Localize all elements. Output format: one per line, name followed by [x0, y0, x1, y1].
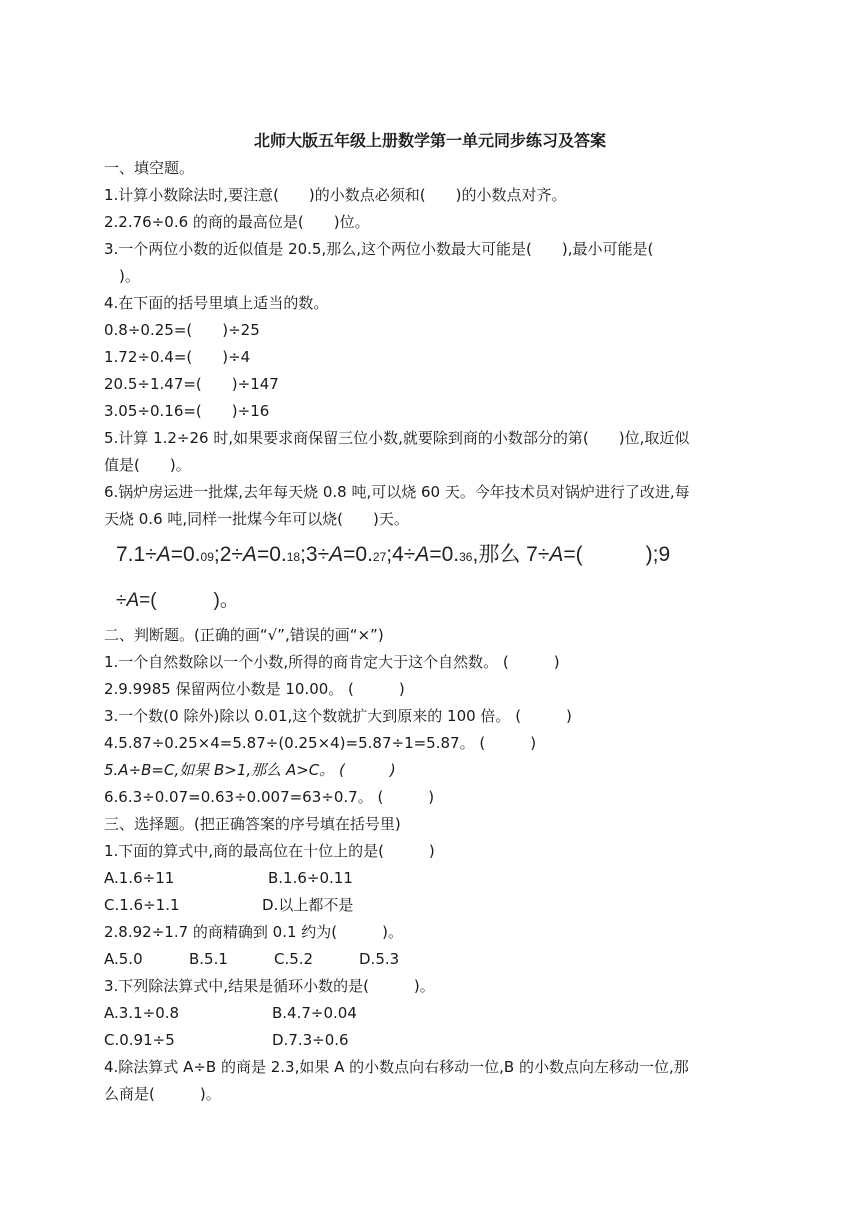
option-b: B.4.7÷0.04: [272, 1004, 357, 1022]
q7-text: =0.: [343, 543, 373, 566]
fill-question-7-image-cont: [116, 587, 239, 615]
fill-question-4d: 3.05÷0.16=( )÷16: [104, 402, 270, 420]
mc-question-4: 4.除法算式 A÷B 的商是 2.3,如果 A 的小数点向右移动一位,B 的小数点向左移动一位,那: [104, 1058, 689, 1076]
option-d: D.以上都不是: [262, 896, 354, 914]
fill-question-2: 2.2.76÷0.6 的商的最高位是( )位。: [104, 213, 370, 231]
option-c: C.5.2: [274, 950, 314, 968]
option-a: A.1.6÷11: [104, 869, 175, 887]
fill-question-5: 5.计算 1.2÷26 时,如果要求商保留三位小数,就要除到商的小数部分的第( )位,取近似: [104, 429, 690, 447]
fill-question-3-cont: )。: [104, 267, 140, 285]
q7-text: =( );9: [563, 543, 671, 566]
mc-question-3-options-row2: [104, 1030, 704, 1050]
mc-question-1-options-row2: [104, 895, 704, 915]
option-c: C.0.91÷5: [104, 1031, 175, 1049]
q7-repeating-digits: 09: [200, 550, 214, 564]
mc-question-3: 3.下列除法算式中,结果是循环小数的是( )。: [104, 977, 435, 995]
tf-question-2: 2.9.9985 保留两位小数是 10.00。 ( ): [104, 680, 405, 698]
q7-repeating-digits: 18: [286, 550, 301, 564]
q7-var: A: [126, 590, 140, 611]
q7-text: =0.: [256, 543, 287, 566]
option-d: D.7.3÷0.6: [272, 1031, 349, 1049]
tf-question-6: 6.6.3÷0.07=0.63÷0.007=63÷0.7。 ( ): [104, 788, 435, 806]
q7-text: ÷: [116, 590, 127, 611]
mc-question-1: 1.下面的算式中,商的最高位在十位上的是( ): [104, 842, 435, 860]
q7-text: ;2÷: [213, 543, 243, 566]
option-b: B.1.6÷0.11: [268, 869, 353, 887]
fill-question-4: 4.在下面的括号里填上适当的数。: [104, 294, 329, 312]
fill-question-7-image: [116, 541, 670, 571]
section-heading-multiple-choice: 三、选择题。(把正确答案的序号填在括号里): [104, 815, 401, 833]
option-a: A.5.0: [104, 950, 143, 968]
q7-text: ,那么 7÷: [472, 543, 550, 566]
fill-question-4a: 0.8÷0.25=( )÷25: [104, 321, 260, 339]
q7-text: ;4÷: [386, 543, 416, 566]
page-title: 北师大版五年级上册数学第一单元同步练习及答案: [253, 131, 606, 150]
mc-question-2: 2.8.92÷1.7 的商精确到 0.1 约为( )。: [104, 923, 403, 941]
option-d: D.5.3: [359, 950, 400, 968]
tf-question-4: 4.5.87÷0.25×4=5.87÷(0.25×4)=5.87÷1=5.87。 ( ): [104, 734, 537, 752]
fill-question-6-cont: 天烧 0.6 吨,同样一批煤今年可以烧( )天。: [104, 510, 409, 528]
fill-question-1: 1.计算小数除法时,要注意( )的小数点必须和( )的小数点对齐。: [104, 186, 567, 204]
q7-var: A: [242, 543, 257, 566]
q7-repeating-digits: 36: [459, 550, 473, 564]
q7-text: =( )。: [139, 590, 239, 611]
q7-var: A: [415, 543, 430, 566]
q7-text: =0.: [170, 543, 201, 566]
tf-question-5: 5.A÷B=C,如果 B>1,那么 A>C。 ( ): [104, 761, 396, 779]
option-b: B.5.1: [189, 950, 228, 968]
q7-var: A: [156, 543, 171, 566]
q7-var: A: [329, 543, 344, 566]
fill-question-6: 6.锅炉房运进一批煤,去年每天烧 0.8 吨,可以烧 60 天。今年技术员对锅炉进行了改进,每: [104, 483, 690, 501]
mc-question-2-options: [104, 949, 704, 969]
q7-var: A: [549, 543, 564, 566]
fill-question-4b: 1.72÷0.4=( )÷4: [104, 348, 251, 366]
mc-question-1-options-row1: [104, 868, 704, 888]
mc-question-4-cont: 么商是( )。: [104, 1085, 221, 1103]
fill-question-3: 3.一个两位小数的近似值是 20.5,那么,这个两位小数最大可能是( ),最小可能是(: [104, 240, 654, 258]
fill-question-5-cont: 值是( )。: [104, 456, 191, 474]
q7-text: ;3÷: [300, 543, 330, 566]
option-a: A.3.1÷0.8: [104, 1004, 180, 1022]
mc-question-3-options-row1: [104, 1003, 704, 1023]
section-heading-true-false: 二、判断题。(正确的画“√”,错误的画“×”): [104, 626, 384, 644]
q7-repeating-digits: 27: [372, 550, 387, 564]
tf-question-3: 3.一个数(0 除外)除以 0.01,这个数就扩大到原来的 100 倍。 ( ): [104, 707, 572, 725]
option-c: C.1.6÷1.1: [104, 896, 180, 914]
fill-question-4c: 20.5÷1.47=( )÷147: [104, 375, 279, 393]
q7-text: 7.1÷: [116, 543, 157, 566]
tf-question-1: 1.一个自然数除以一个小数,所得的商肯定大于这个自然数。 ( ): [104, 653, 560, 671]
section-heading-fill-in: 一、填空题。: [104, 159, 195, 177]
q7-text: =0.: [429, 543, 460, 566]
